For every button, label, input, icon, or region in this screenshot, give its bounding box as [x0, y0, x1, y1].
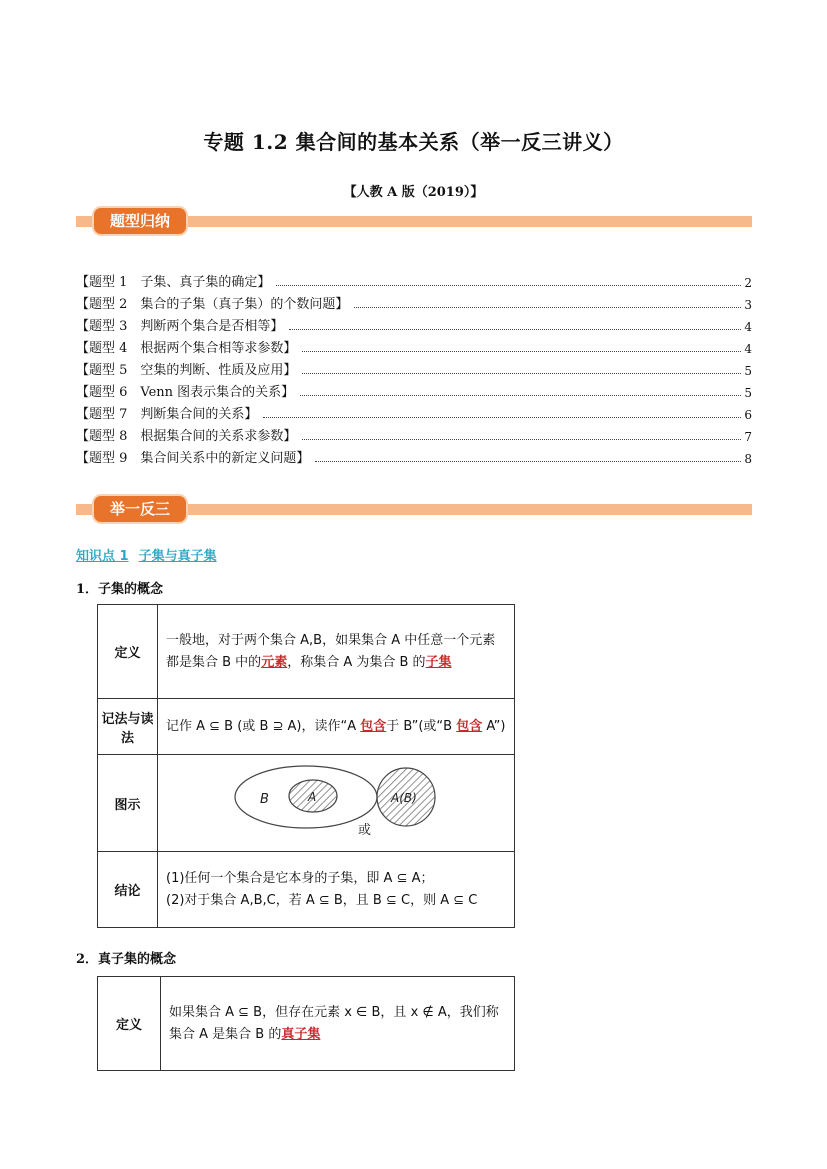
toc-item-page: 2: [744, 276, 752, 290]
toc-leader-dots: [300, 395, 741, 396]
toc-item-page: 5: [744, 364, 752, 378]
toc-item-label: 【题型 5 空集的判断、性质及应用】: [76, 363, 297, 378]
toc-item[interactable]: [76, 356, 752, 378]
table-row: [98, 605, 515, 699]
knowledge-point-name: 子集与真子集: [138, 549, 217, 564]
venn-diagram: [158, 755, 514, 843]
table-of-contents: [76, 268, 752, 466]
toc-item[interactable]: [76, 422, 752, 444]
toc-item-page: 4: [744, 320, 752, 334]
toc-item-label: 【题型 9 集合间关系中的新定义问题】: [76, 451, 310, 466]
conclusion-line: (1)任何一个集合是它本身的子集，即 A ⊆ A；: [166, 870, 434, 886]
toc-item[interactable]: [76, 444, 752, 466]
toc-item-label: 【题型 4 根据两个集合相等求参数】: [76, 341, 297, 356]
conclusion-line: (2)对于集合 A,B,C，若 A ⊆ B，且 B ⊆ C，则 A ⊆ C: [166, 892, 478, 908]
toc-item-page: 5: [744, 386, 752, 400]
toc-item-label: 【题型 8 根据集合间的关系求参数】: [76, 429, 297, 444]
section-heading-subset: 1．子集的概念: [76, 582, 164, 597]
toc-item-page: 4: [744, 342, 752, 356]
diagram-key: 图示: [98, 755, 158, 852]
toc-item-label: 【题型 7 判断集合间的关系】: [76, 407, 258, 422]
toc-item-label: 【题型 1 子集、真子集的确定】: [76, 275, 271, 290]
emphasis-proper-subset: 真子集: [281, 1026, 321, 1042]
definition-key: 定义: [98, 977, 161, 1071]
toc-leader-dots: [276, 285, 741, 286]
toc-banner-label: 题型归纳: [92, 206, 188, 236]
proper-subset-table: [97, 976, 515, 1071]
notation-key: 记法与读法: [98, 699, 158, 755]
table-row: [98, 755, 515, 852]
toc-leader-dots: [302, 373, 741, 374]
table-row: [98, 977, 515, 1071]
emphasis-element: 元素: [261, 654, 288, 670]
conclusion-value: [158, 852, 515, 928]
definition-key: 定义: [98, 605, 158, 699]
toc-item[interactable]: [76, 378, 752, 400]
definition-value: 一般地，对于两个集合 A,B，如果集合 A 中任意一个元素都是集合 B 中的元素，称集合 A 为集合 B 的子集: [158, 605, 515, 699]
definition-value: 如果集合 A ⊆ B，但存在元素 x ∈ B，且 x ∉ A，我们称集合 A 是集合 B 的真子集: [161, 977, 515, 1071]
edition-subtitle: 【人教 A 版（2019）】: [343, 185, 484, 200]
emphasis-contains: 包含: [360, 718, 387, 734]
or-label: 或: [358, 823, 372, 838]
toc-leader-dots: [289, 329, 741, 330]
subset-concept-table: [97, 604, 515, 928]
toc-leader-dots: [354, 307, 741, 308]
toc-item[interactable]: [76, 290, 752, 312]
table-row: [98, 852, 515, 928]
diagram-cell: [158, 755, 515, 852]
toc-item[interactable]: [76, 334, 752, 356]
toc-item-label: 【题型 3 判断两个集合是否相等】: [76, 319, 284, 334]
emphasis-contains: 包含: [456, 718, 483, 734]
set-a-label: A: [308, 790, 317, 804]
toc-leader-dots: [302, 351, 741, 352]
equal-sets-label: A(B): [391, 791, 417, 805]
conclusion-key: 结论: [98, 852, 158, 928]
toc-item[interactable]: [76, 312, 752, 334]
toc-banner: [76, 204, 752, 240]
toc-item[interactable]: [76, 400, 752, 422]
emphasis-subset: 子集: [425, 654, 452, 670]
knowledge-point-heading: [76, 545, 217, 564]
section-heading-proper-subset: 2．真子集的概念: [76, 952, 177, 967]
toc-item-page: 8: [744, 452, 752, 466]
page-title: 专题 1.2 集合间的基本关系（举一反三讲义）: [203, 130, 624, 154]
toc-leader-dots: [302, 439, 741, 440]
set-b-label: B: [260, 792, 269, 807]
toc-item-page: 3: [744, 298, 752, 312]
toc-item[interactable]: [76, 268, 752, 290]
toc-item-page: 6: [744, 408, 752, 422]
toc-leader-dots: [263, 417, 741, 418]
toc-leader-dots: [315, 461, 741, 462]
main-banner: [76, 492, 752, 528]
toc-item-label: 【题型 6 Venn 图表示集合的关系】: [76, 385, 295, 400]
toc-item-label: 【题型 2 集合的子集（真子集）的个数问题】: [76, 297, 349, 312]
toc-item-page: 7: [744, 430, 752, 444]
main-banner-label: 举一反三: [92, 494, 188, 524]
table-row: [98, 699, 515, 755]
notation-value: 记作 A ⊆ B (或 B ⊇ A)，读作“A 包含于 B”(或“B 包含 A”): [158, 699, 515, 755]
knowledge-point-number: 知识点 1: [76, 549, 129, 564]
